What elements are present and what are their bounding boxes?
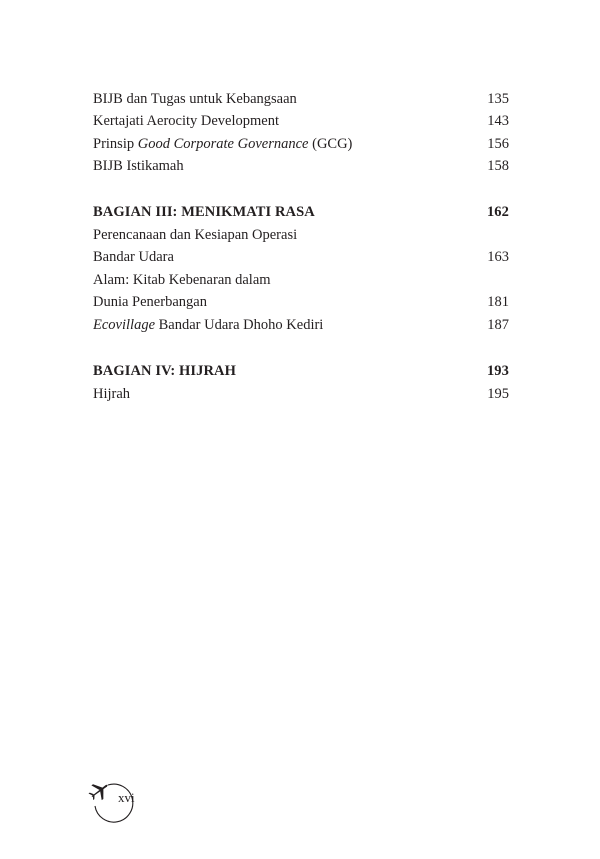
toc-entry-title-italic: Good Corporate Governance — [137, 136, 309, 152]
toc-entry — [93, 134, 509, 154]
toc-part-heading — [93, 202, 509, 222]
toc-entry — [93, 225, 509, 245]
toc-entry-title: Bandar Udara — [93, 249, 174, 265]
toc-entry-page: 143 — [487, 113, 509, 129]
toc-entry — [93, 89, 509, 109]
toc-entry-title: Hijrah — [93, 386, 131, 402]
toc-entry-title — [93, 134, 487, 154]
toc-entry — [93, 247, 509, 267]
toc-entry-title: Alam: Kitab Kebenaran dalam — [93, 272, 271, 288]
toc-part-page: 162 — [486, 204, 509, 220]
toc-entry-title: Kertajati Aerocity Development — [93, 113, 280, 129]
toc-part-heading — [93, 361, 509, 381]
toc-entry-page: 195 — [487, 386, 509, 402]
toc-entry-page: 187 — [487, 317, 509, 333]
toc-entry-title-italic: Ecovillage — [93, 317, 156, 333]
toc-entry-page: 163 — [487, 249, 509, 265]
toc-part-page: 193 — [486, 363, 509, 379]
toc-entry-title: BIJB dan Tugas untuk Kebangsaan — [93, 91, 297, 107]
toc-entry-title-prefix: Prinsip — [93, 136, 138, 152]
toc-entry — [93, 292, 509, 312]
toc-entry-title-suffix: (GCG) — [308, 136, 353, 152]
toc-entry-title: Dunia Penerbangan — [93, 294, 207, 310]
toc-entry — [93, 384, 509, 404]
toc-entry — [93, 270, 509, 290]
page-folio — [88, 776, 138, 826]
toc-part-title: BAGIAN IV: HIJRAH — [93, 363, 236, 379]
toc-entry-title-suffix: Bandar Udara Dhoho Kediri — [155, 317, 324, 333]
toc-entry-title: Perencanaan dan Kesiapan Operasi — [93, 227, 298, 243]
toc-entry-page: 156 — [487, 136, 509, 152]
toc-entry-page: 135 — [487, 91, 509, 107]
toc-entry-page: 181 — [487, 294, 509, 310]
toc-entry — [93, 111, 509, 131]
page-number: xvi — [118, 790, 135, 805]
toc-entry-title: BIJB Istikamah — [93, 158, 184, 174]
toc-entry — [93, 315, 509, 335]
toc-entry-page: 158 — [487, 158, 509, 174]
toc-entry — [93, 156, 509, 176]
toc-entry-title — [93, 315, 487, 335]
toc-part-title: BAGIAN III: MENIKMATI RASA — [93, 204, 315, 220]
